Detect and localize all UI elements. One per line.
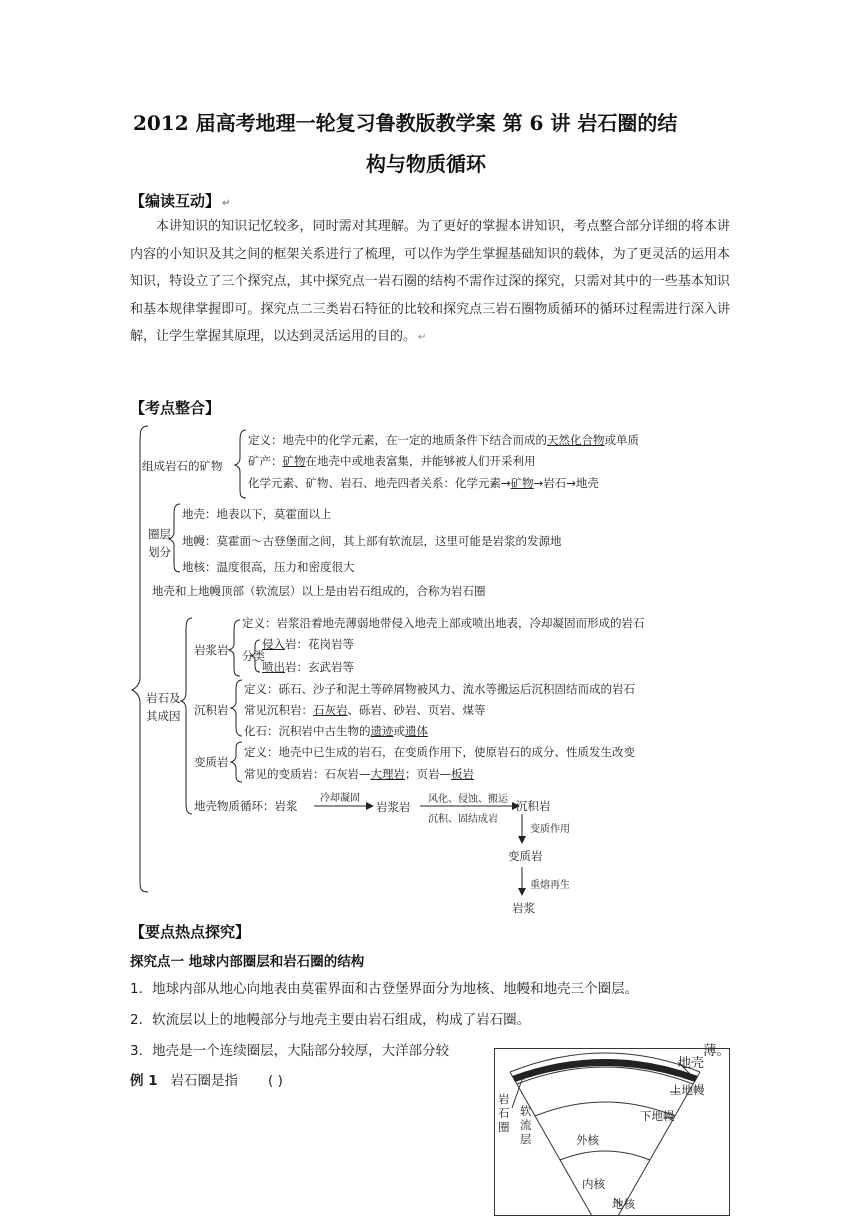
concept-map-lines (130, 422, 730, 917)
map-minerals-label: 组成岩石的矿物 (142, 459, 223, 473)
page-title-line2: 构与物质循环 (366, 152, 486, 176)
explore-point1-title: 探究点一 地球内部圈层和岩石圈的结构 (130, 954, 365, 970)
earth-structure-diagram (494, 1048, 730, 1216)
label-lower-mantle: 下地幔 (640, 1109, 675, 1123)
map-cycle-remelt: 重熔再生 (530, 880, 570, 891)
label-outer-core: 外核 (576, 1133, 599, 1147)
map-metamorphic-label: 变质岩 (194, 755, 229, 769)
map-cycle-magma: 岩浆 (512, 901, 535, 915)
map-cycle-deposit: 沉积、固结成岩 (428, 814, 498, 825)
reading-paragraph: 本讲知识的知识记忆较多，同时需对其理解。为了更好的掌握本讲知识，考点整合部分详细的将本讲内容的小知识及其之间的框架关系进行了梳理，可以作为学生掌握基础知识的载体，为了更灵活的运用本知识，特设立了三个探究点，其中探究点一岩石圈的结构不需作过深的探究，只需对其中的一些基本知识和基本规律掌握即可。探究点二三类岩石特征的比较和探究点三岩石圈物质循环的循环过程需进行深入讲解，让学生掌握其原理，以达到灵活运用的目的。 ↵ (130, 219, 730, 344)
label-crust: 地壳 (678, 1056, 705, 1071)
section-heading-integration: 【考点整合】 (130, 399, 221, 417)
map-layers-label-2: 划分 (148, 545, 171, 559)
explore-item-3-end: 薄。 (703, 1043, 730, 1059)
section-heading-reading: 【编读互动】 ↵ (130, 192, 231, 210)
map-classify: 分类 (242, 649, 265, 663)
map-relation: 化学元素、矿物、岩石、地壳四者关系：化学元素→矿物→岩石→地壳 (248, 476, 599, 490)
map-mantle: 地幔：莫霍面～古登堡面之间，其上部有软流层，这里可能是岩浆的发源地 (182, 534, 562, 548)
map-igneous-label: 岩浆岩 (194, 643, 229, 657)
concept-map (130, 422, 730, 917)
map-cycle-metamorphism: 变质作用 (530, 824, 570, 835)
map-fossil: 化石：沉积岩中古生物的遗迹或遗体 (244, 724, 428, 738)
map-cycle-cool: 冷却凝固 (320, 793, 360, 804)
explore-item-2: 2．软流层以上的地幔部分与地壳主要由岩石组成，构成了岩石圈。 (130, 1012, 531, 1028)
label-core: 地核 (612, 1197, 635, 1211)
map-igneous-def: 定义：岩浆沿着地壳薄弱地带侵入地壳上部或喷出地表，冷却凝固而形成的岩石 (242, 616, 645, 630)
map-rocks-label-2: 其成因 (146, 709, 181, 723)
map-sedimentary-def: 定义：砾石、沙子和泥土等碎屑物被风力、流水等搬运后沉积固结而成的岩石 (244, 682, 635, 696)
map-cycle-weather: 风化、侵蚀、搬运 (428, 794, 508, 805)
map-metamorphic-def: 定义：地壳中已生成的岩石，在变质作用下，使原岩石的成分、性质发生改变 (244, 745, 635, 759)
label-asthenosphere: 软流层 (520, 1104, 532, 1146)
section-heading-explore: 【要点热点探究】 (130, 923, 251, 941)
map-sedimentary-label: 沉积岩 (194, 703, 229, 717)
map-ore-definition: 矿产：矿物在地壳中或地表富集，并能够被人们开采利用 (248, 454, 536, 468)
explore-item-3: 3．地壳是一个连续圈层，大陆部分较厚，大洋部分较 (130, 1043, 450, 1059)
example-1: 例 1 岩石圈是指 ( ) (130, 1073, 283, 1089)
map-core: 地核：温度很高，压力和密度很大 (182, 560, 355, 574)
map-layers-label-1: 圈层 (148, 527, 171, 541)
map-intrusive: 侵入岩：花岗岩等 (262, 637, 354, 651)
label-lithosphere: 岩石圈 (498, 1092, 510, 1134)
label-upper-mantle: 上地幔 (670, 1083, 705, 1097)
map-cycle-igneous: 岩浆岩 (376, 800, 411, 814)
map-cycle-sedimentary: 沉积岩 (516, 799, 551, 813)
map-mineral-definition: 定义：地壳中的化学元素，在一定的地质条件下结合而成的天然化合物或单质 (248, 433, 639, 447)
label-inner-core: 内核 (582, 1177, 605, 1191)
map-metamorphic-common: 常见的变质岩：石灰岩—大理岩；页岩—板岩 (244, 767, 474, 781)
map-extrusive: 喷出岩：玄武岩等 (262, 660, 354, 674)
page-title-line1: 2012 届高考地理一轮复习鲁教版教学案 第 6 讲 岩石圈的结 (133, 111, 678, 135)
map-crust: 地壳：地表以下，莫霍面以上 (182, 507, 332, 521)
map-rocks-label-1: 岩石及 (146, 691, 181, 705)
map-lithosphere-def: 地壳和上地幔顶部（软流层）以上是由岩石组成的，合称为岩石圈 (152, 584, 486, 598)
map-sedimentary-common: 常见沉积岩：石灰岩、砾岩、砂岩、页岩、煤等 (244, 703, 486, 717)
explore-item-1: 1．地球内部从地心向地表由莫霍界面和古登堡界面分为地核、地幔和地壳三个圈层。 (130, 981, 639, 997)
map-cycle-metamorphic: 变质岩 (508, 849, 543, 863)
map-cycle-label: 地壳物质循环：岩浆 (194, 799, 298, 813)
